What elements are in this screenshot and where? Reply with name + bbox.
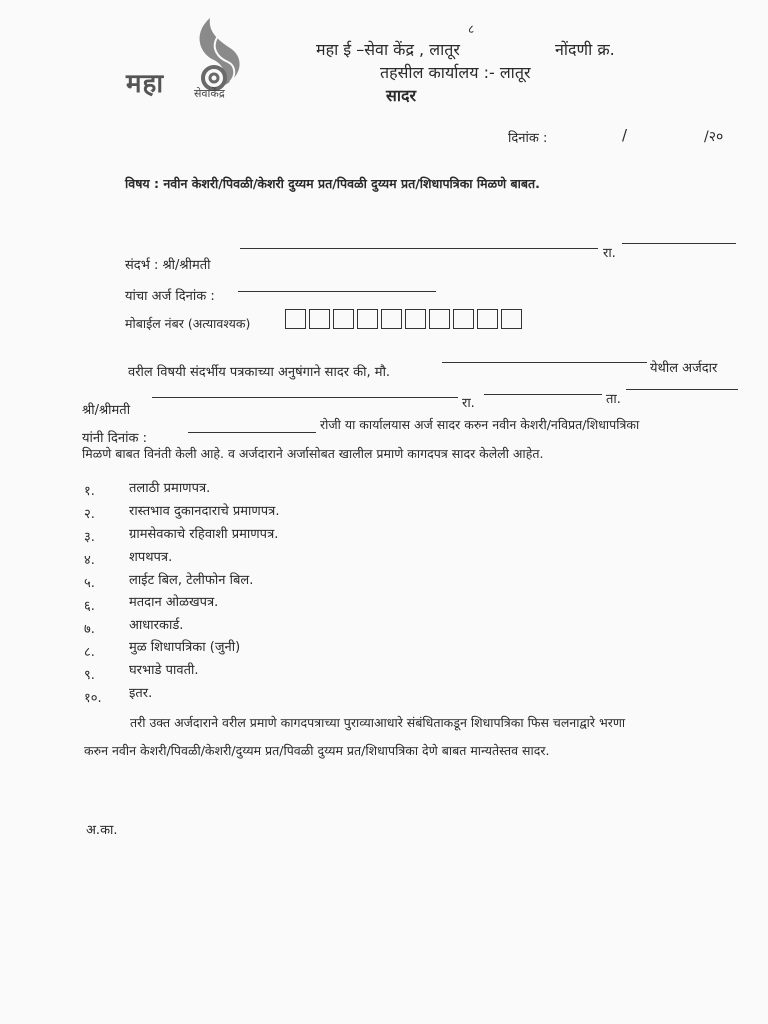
mobile-digit-box[interactable] [285,309,306,329]
list-item-number: ३. [84,530,95,545]
applicant-taluka-label: ता. [606,392,621,407]
mobile-digit-box[interactable] [405,309,426,329]
list-item-number: ५. [84,576,95,591]
list-item: तलाठी प्रमाणपत्र. [129,481,211,496]
submission-date-blank[interactable] [188,432,316,433]
reference-residence-label: रा. [603,246,616,261]
closing-line-1: तरी उक्त अर्जदाराने वरील प्रमाणे कागदपत्राच्या पुराव्याआधारे संबंधिताकडून शिधापत्रिका फिस चलनाद्वारे भरणा [130,715,626,730]
applicant-name-label: श्री/श्रीमती [82,403,131,418]
header-submitted: सादर [386,86,417,105]
applicant-residence-blank[interactable] [484,394,602,395]
registration-number-label: नोंदणी क्र. [555,40,615,59]
list-item: मुळ शिधापत्रिका (जुनी) [129,640,241,655]
list-item-number: ७. [84,622,95,637]
reference-label: संदर्भ : श्री/श्रीमती [125,258,211,273]
logo-subtitle: सेवाकेंद्र [194,87,225,100]
list-item-number: २. [84,507,95,522]
village-blank[interactable] [442,362,647,363]
application-date-label: यांचा अर्ज दिनांक : [125,289,215,304]
mobile-digit-box[interactable] [333,309,354,329]
reference-name-blank[interactable] [240,248,598,249]
date-separator-2: /२० [704,129,724,145]
reference-residence-blank[interactable] [622,243,736,244]
maha-sevakendra-logo [122,14,252,106]
logo-word: महा [126,69,165,99]
list-item: लाईट बिल, टेलीफोन बिल. [129,573,254,588]
list-item-number: ४. [84,553,95,568]
mobile-number-boxes[interactable] [285,309,525,329]
body-para-start: वरील विषयी संदर्भीय पत्रकाच्या अनुषंगाने सादर की, मौ. [128,365,391,380]
list-item: मतदान ओळखपत्र. [129,595,219,610]
list-item: ग्रामसेवकाचे रहिवाशी प्रमाणपत्र. [129,527,279,542]
applicant-name-blank[interactable] [152,397,458,398]
subject-line: विषय : नवीन केशरी/पिवळी/केशरी दुय्यम प्रत/पिवळी दुय्यम प्रत/शिधापत्रिका मिळणे बाबत. [125,176,540,191]
list-item: घरभाडे पावती. [129,663,199,678]
list-item-number: ८. [84,645,95,660]
header-office: तहसील कार्यालय :- लातूर [380,63,531,82]
header-center-name: महा ई –सेवा केंद्र , लातूर [316,40,460,59]
date-label: दिनांक : [508,131,548,146]
submission-text: रोजी या कार्यालयास अर्ज सादर करुन नवीन केशरी/नविप्रत/शिधापत्रिका [320,417,640,432]
date-separator-1: / [622,126,628,144]
mobile-number-label: मोबाईल नंबर (अत्यावश्यक) [125,316,251,331]
footer-signature-label: अ.का. [86,823,118,838]
list-item-number: ९. [84,668,95,683]
mobile-digit-box[interactable] [429,309,450,329]
mobile-digit-box[interactable] [309,309,330,329]
mobile-digit-box[interactable] [357,309,378,329]
list-item: रास्तभाव दुकानदाराचे प्रमाणपत्र. [129,504,280,519]
mobile-digit-box[interactable] [453,309,474,329]
submission-date-label: यांनी दिनांक : [82,431,147,446]
applicant-taluka-blank[interactable] [626,389,738,390]
list-item-number: १. [84,484,95,499]
mobile-digit-box[interactable] [381,309,402,329]
applicant-residence-label: रा. [462,396,475,411]
list-item-number: ६. [84,599,95,614]
list-item: आधारकार्ड. [129,618,184,633]
mobile-digit-box[interactable] [477,309,498,329]
request-text: मिळणे बाबत विनंती केली आहे. व अर्जदाराने अर्जासोबत खालील प्रमाणे कागदपत्र सादर केलेली आहेत. [82,446,544,461]
list-item-number: १०. [84,691,102,706]
list-item: इतर. [129,686,153,701]
body-para-applicant: येथील अर्जदार [650,361,718,376]
closing-line-2: करुन नवीन केशरी/पिवळी/केशरी/दुय्यम प्रत/पिवळी दुय्यम प्रत/शिधापत्रिका देणे बाबत मान्यतेस्तव सादर. [84,743,550,758]
list-item: शपथपत्र. [129,550,173,565]
header-mark: ८ [468,22,475,36]
application-date-blank[interactable] [238,291,436,292]
mobile-digit-box[interactable] [501,309,522,329]
